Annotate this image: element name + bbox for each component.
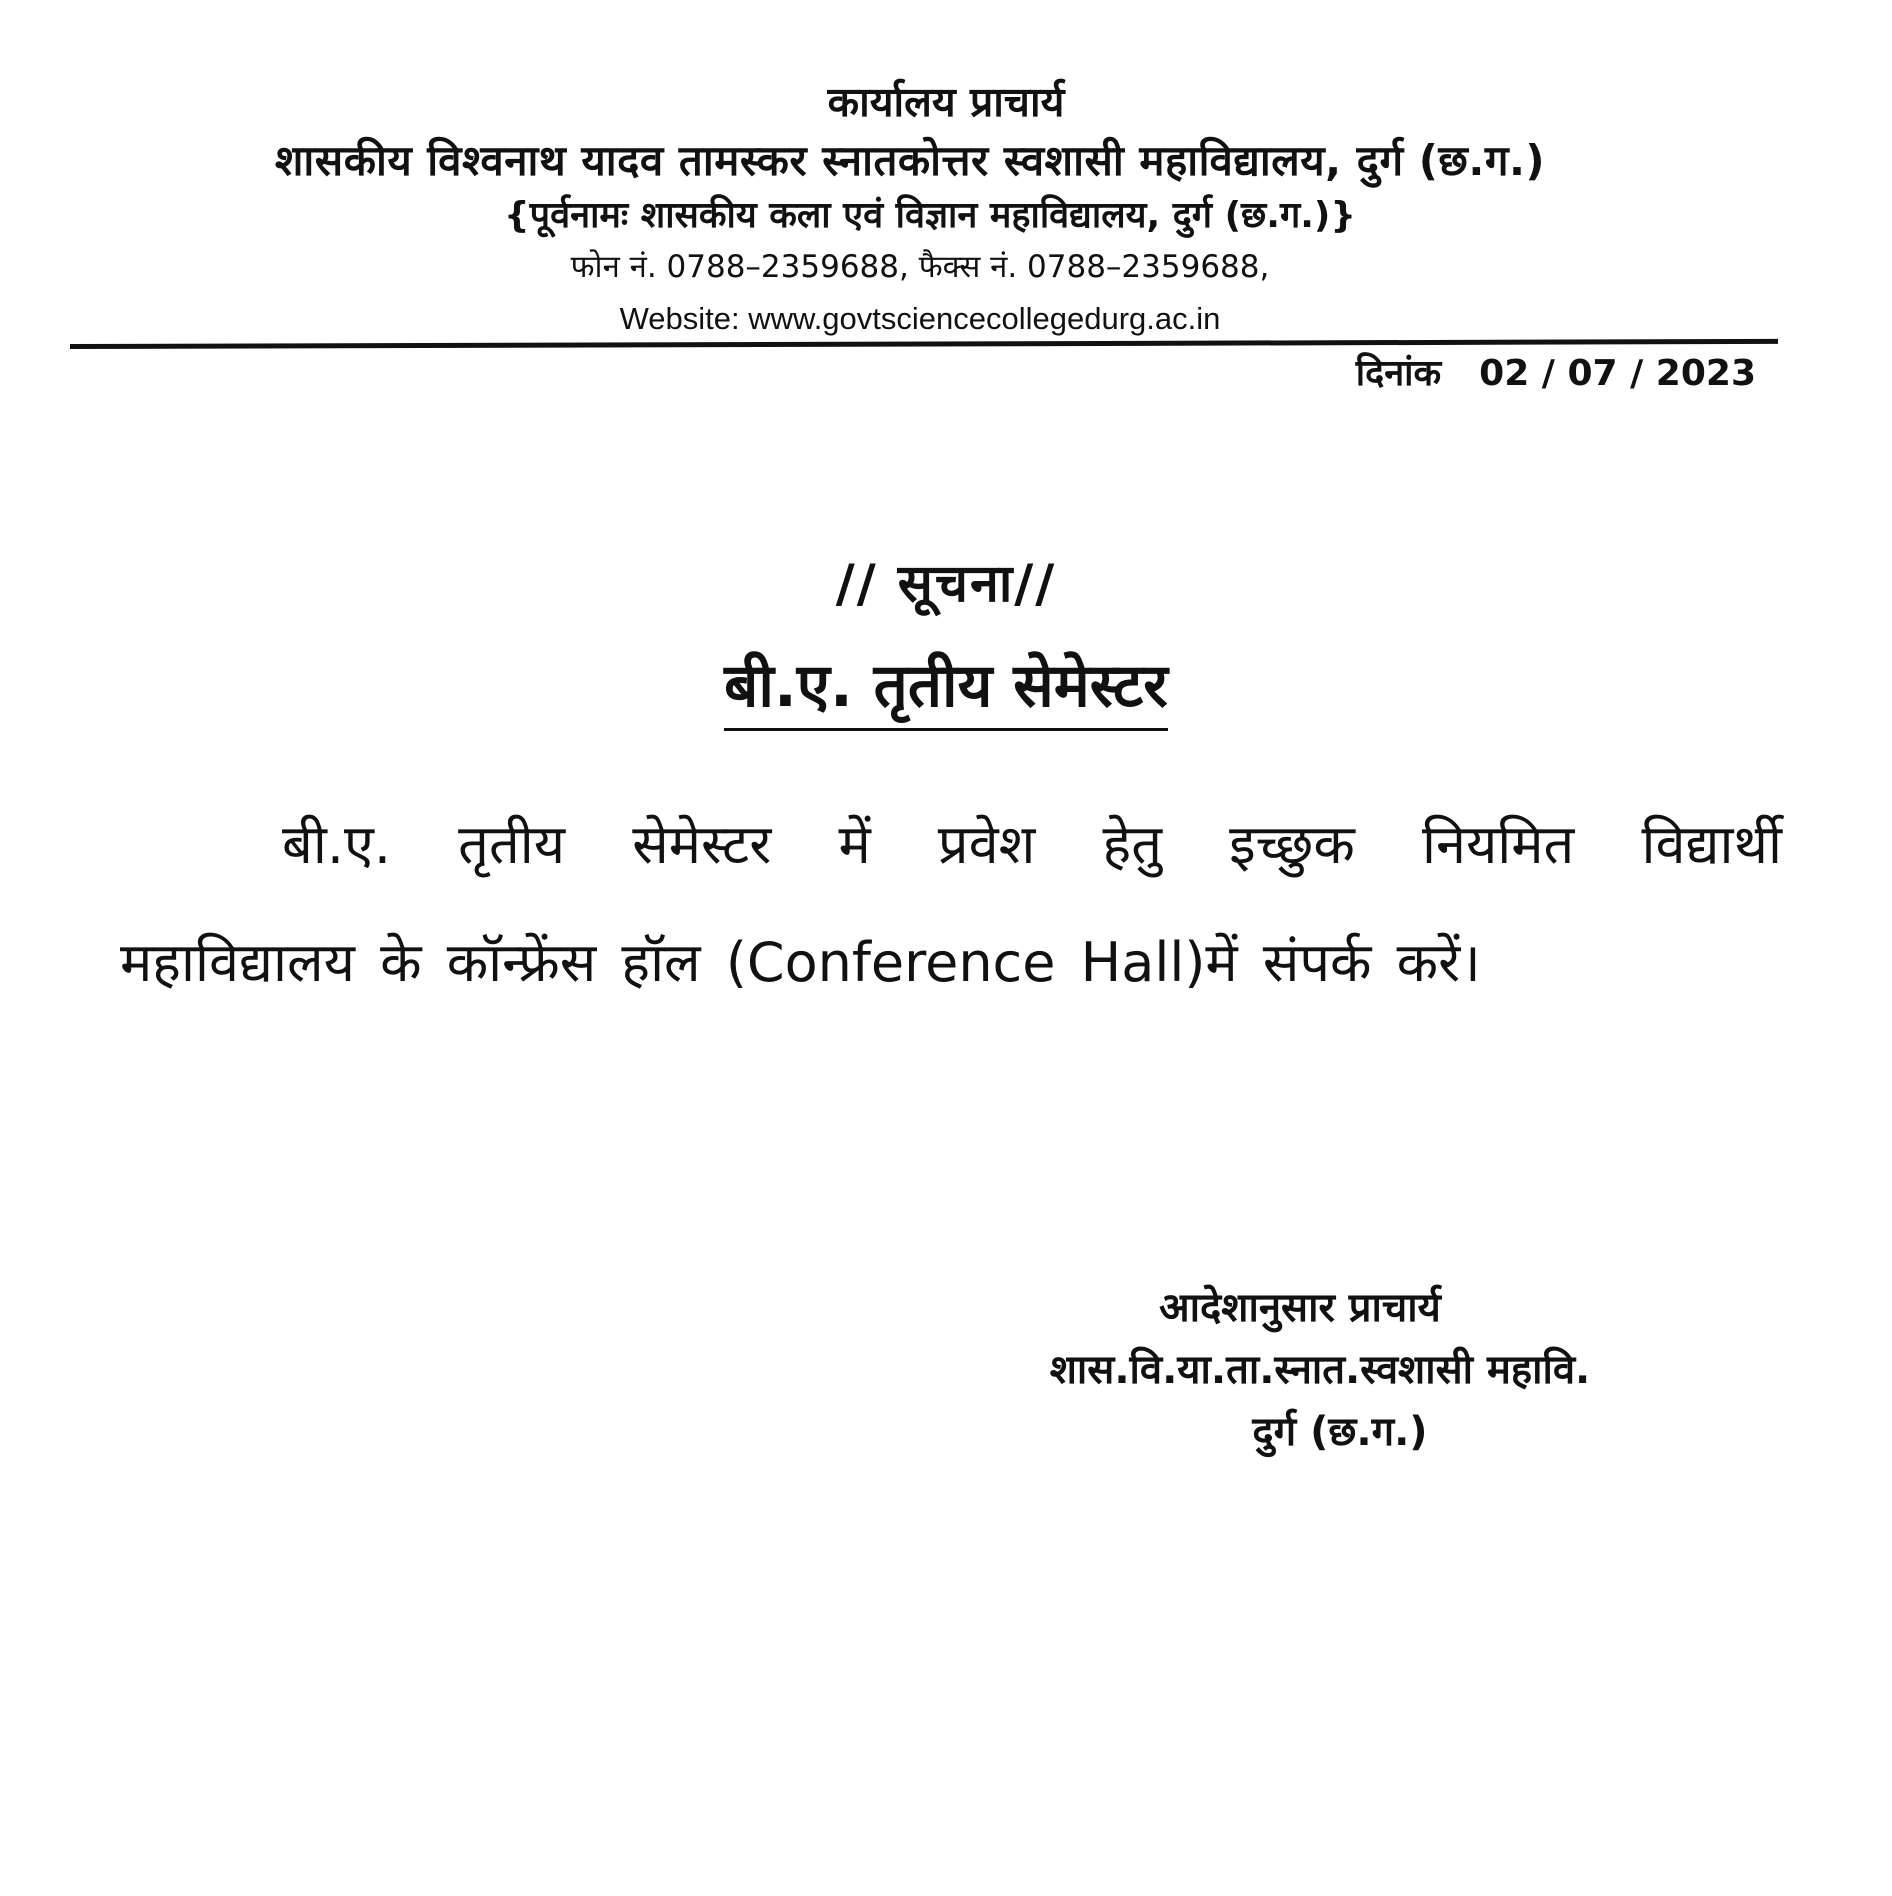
- website-text: Website: www.govtsciencecollegedurg.ac.in: [619, 301, 1221, 336]
- subject-heading-wrap: [0, 651, 1892, 731]
- date-line: [1355, 353, 1756, 394]
- signature-line-2: शास.वि.या.ता.स्नात.स्वशासी महावि.: [1049, 1347, 1591, 1393]
- notice-label: // सूचना//: [835, 554, 1057, 614]
- header-divider: [70, 339, 1778, 349]
- office-title: कार्यालय प्राचार्य: [827, 78, 1065, 126]
- contact-phone-fax: फोन नं. 0788–2359688, फैक्स नं. 0788–2359688,: [570, 249, 1270, 285]
- signature-line-1: आदेशानुसार प्राचार्य: [1159, 1285, 1441, 1331]
- date-value: 02 / 07 / 2023: [1479, 353, 1756, 394]
- signature-line-3: दुर्ग (छ.ग.): [1252, 1409, 1428, 1455]
- former-name: {पूर्वनामः शासकीय कला एवं विज्ञान महाविद्यालय, दुर्ग (छ.ग.)}: [504, 195, 1356, 236]
- notice-body-line-1: बी.ए. तृतीय सेमेस्टर में प्रवेश हेतु इच्छुक नियमित विद्यार्थी: [282, 813, 1782, 876]
- subject-heading: बी.ए. तृतीय सेमेस्टर: [724, 656, 1168, 731]
- date-label: दिनांक: [1355, 353, 1442, 394]
- college-name: शासकीय विश्वनाथ यादव तामस्कर स्नातकोत्तर स्वशासी महाविद्यालय, दुर्ग (छ.ग.): [274, 136, 1546, 185]
- notice-body-line-2: महाविद्यालय के कॉन्फ्रेंस हॉल (Conference Hall)में संपर्क करें।: [120, 931, 1481, 994]
